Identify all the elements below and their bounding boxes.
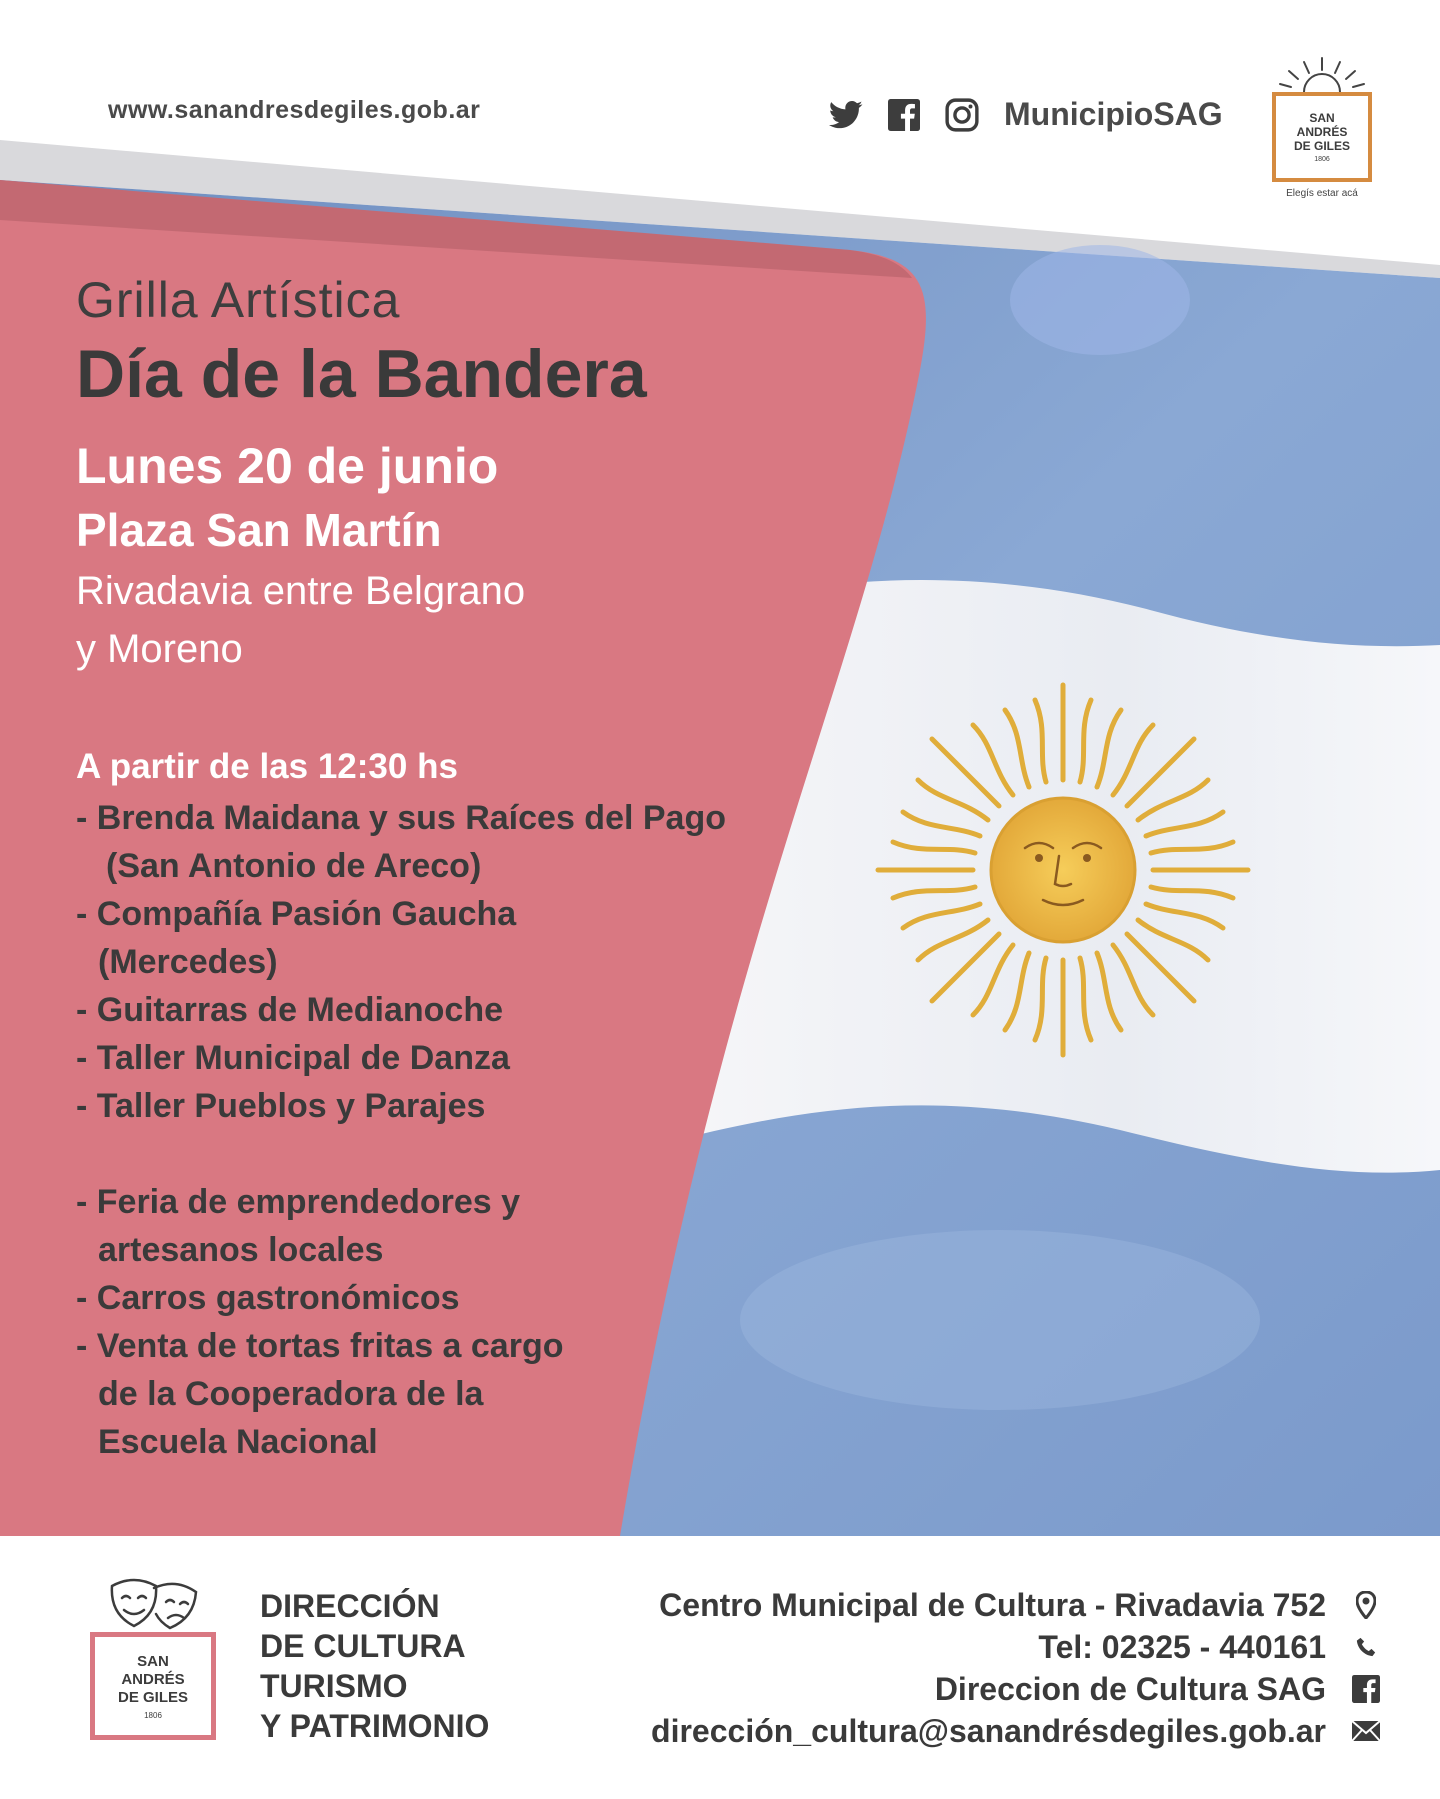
list-item-line: - Taller Pueblos y Parajes — [76, 1087, 486, 1125]
contact-phone-text[interactable]: Tel: 02325 - 440161 — [1038, 1628, 1326, 1665]
event-headline — [76, 268, 776, 678]
logo-line-3: DE GILES — [117, 1688, 188, 1706]
event-venue: Plaza San Martín — [76, 504, 442, 556]
list-item — [76, 1322, 796, 1466]
list-item-line: artesanos locales — [98, 1231, 384, 1269]
contact-address — [651, 1584, 1382, 1626]
theater-masks-icon — [104, 1574, 204, 1634]
phone-icon — [1350, 1631, 1382, 1663]
list-item-line: (Mercedes) — [98, 943, 278, 981]
facebook-icon[interactable] — [886, 97, 922, 133]
list-item — [76, 1274, 796, 1322]
social-handle[interactable]: MunicipioSAG — [1004, 96, 1223, 132]
contact-info — [651, 1584, 1382, 1752]
list-item — [76, 794, 796, 890]
performer-list — [76, 794, 796, 1130]
list-item-line: - Guitarras de Medianoche — [76, 991, 503, 1029]
extras-list — [76, 1178, 796, 1466]
mail-icon — [1350, 1715, 1382, 1747]
list-item-line: - Feria de emprendedores y — [76, 1183, 521, 1221]
list-item — [76, 1082, 796, 1130]
list-item — [76, 986, 796, 1034]
culture-logo-box — [90, 1632, 216, 1740]
address-line-1: Rivadavia entre Belgrano — [76, 569, 526, 613]
list-item-line: - Venta de tortas fritas a cargo — [76, 1327, 564, 1365]
department-line: DIRECCIÓN — [260, 1588, 440, 1624]
list-item-line: - Brenda Maidana y sus Raíces del Pago — [76, 799, 727, 837]
event-date: Lunes 20 de junio — [76, 438, 499, 494]
logo-line-1: SAN — [1309, 111, 1335, 125]
social-bar — [828, 96, 1223, 133]
department-line: Y PATRIMONIO — [260, 1708, 490, 1744]
logo-line-2: ANDRÉS — [121, 1670, 185, 1688]
list-item-line: de la Cooperadora de la — [98, 1375, 484, 1413]
list-item-line: - Compañía Pasión Gaucha — [76, 895, 517, 933]
contact-email — [651, 1710, 1382, 1752]
twitter-icon[interactable] — [828, 97, 864, 133]
logo-year: 1806 — [1314, 156, 1330, 163]
address-line-2: y Moreno — [76, 627, 243, 671]
logo-line-1: SAN — [137, 1652, 169, 1670]
department-line: TURISMO — [260, 1668, 408, 1704]
facebook-icon — [1350, 1673, 1382, 1705]
contact-email-text[interactable]: dirección_cultura@sanandrésdegiles.gob.ar — [651, 1712, 1326, 1749]
event-address — [76, 562, 776, 678]
logo-line-3: DE GILES — [1293, 139, 1350, 153]
sun-rays-icon — [1274, 56, 1370, 96]
list-item — [76, 890, 796, 986]
department-line: DE CULTURA — [260, 1628, 466, 1664]
contact-address-text[interactable]: Centro Municipal de Cultura - Rivadavia 752 — [659, 1586, 1326, 1623]
list-item — [76, 1178, 796, 1274]
start-time: A partir de las 12:30 hs — [76, 747, 458, 786]
department-name — [260, 1586, 489, 1746]
logo-year: 1806 — [144, 1710, 162, 1720]
contact-facebook-text[interactable]: Direccion de Cultura SAG — [934, 1670, 1326, 1707]
list-item-line: (San Antonio de Areco) — [106, 847, 482, 885]
location-pin-icon — [1350, 1589, 1382, 1621]
list-item-line: - Taller Municipal de Danza — [76, 1039, 510, 1077]
culture-logo — [90, 1574, 220, 1744]
list-item — [76, 1034, 796, 1082]
schedule — [76, 740, 796, 1466]
instagram-icon[interactable] — [944, 97, 980, 133]
website-url[interactable]: www.sanandresdegiles.gob.ar — [108, 96, 481, 124]
logo-line-2: ANDRÉS — [1296, 125, 1348, 139]
event-kicker: Grilla Artística — [76, 272, 401, 328]
logo-tagline: Elegís estar acá — [1286, 188, 1358, 199]
contact-facebook — [651, 1668, 1382, 1710]
event-title: Día de la Bandera — [76, 336, 647, 412]
contact-phone — [651, 1626, 1382, 1668]
sun-of-may-icon — [878, 685, 1248, 1055]
list-item-line: - Carros gastronómicos — [76, 1279, 460, 1317]
list-item-line: Escuela Nacional — [98, 1423, 378, 1461]
